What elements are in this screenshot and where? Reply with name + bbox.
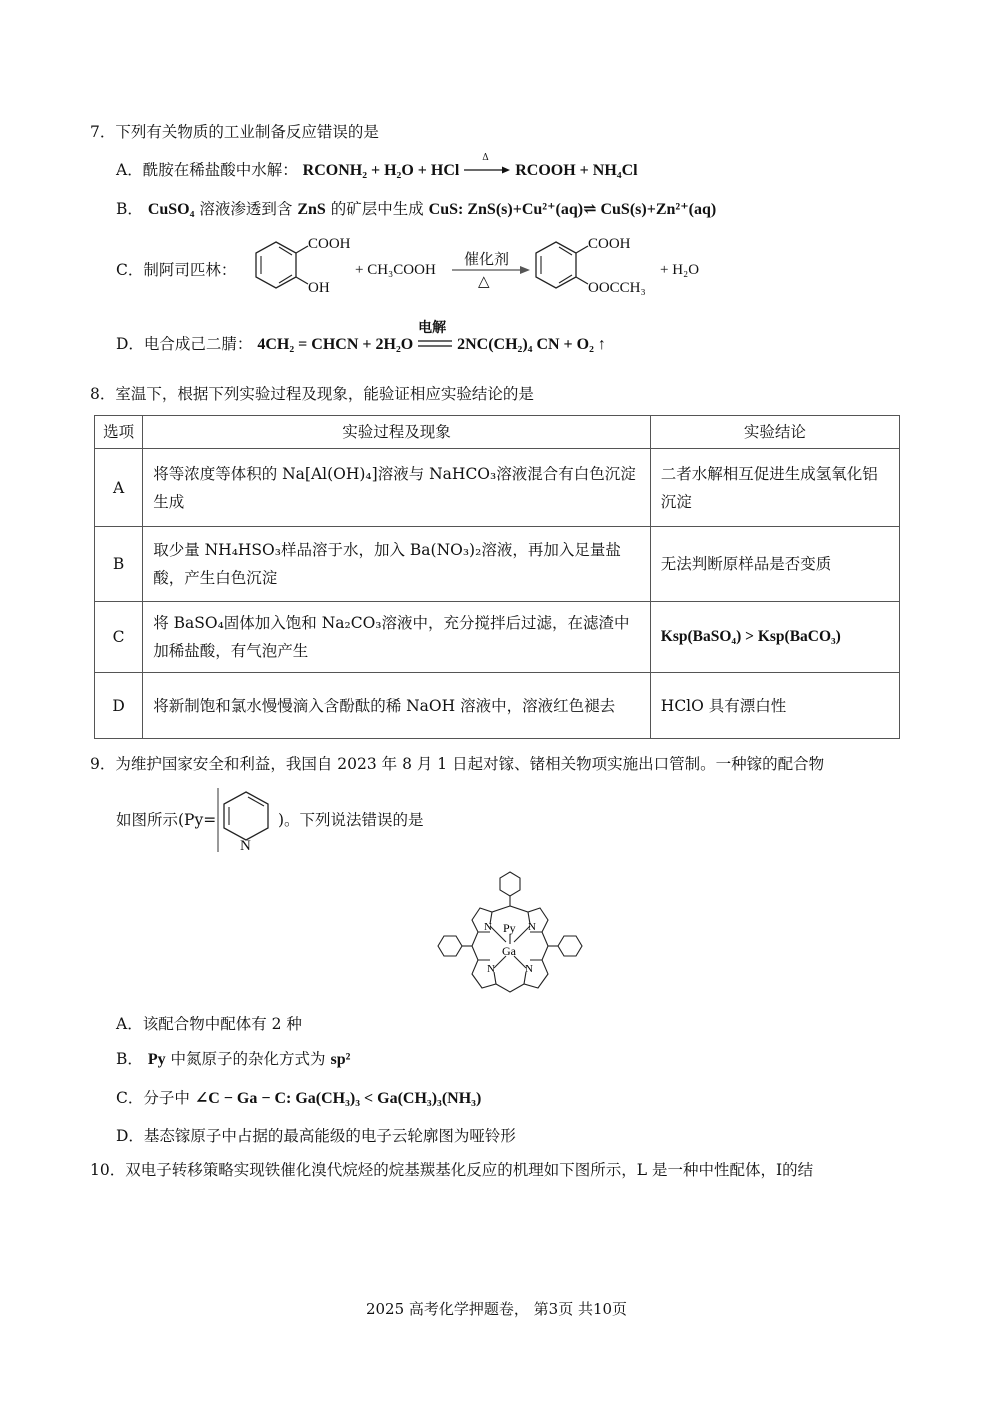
q9-stem: 9．为维护国家安全和利益，我国自 2023 年 8 月 1 日起对镓、锗相关物项实施出口管制。一种镓的配合物	[90, 755, 825, 773]
table-row	[95, 602, 900, 673]
q7-a-eq-right: RCOOH + NH₄Cl	[515, 162, 638, 179]
q9-option-b	[116, 1047, 350, 1069]
q9-line2-pre: 如图所示(Py=	[116, 811, 217, 829]
q9-option-a: A．该配合物中配体有 2 种	[116, 1015, 302, 1033]
fig-n-label: N	[525, 963, 533, 975]
table-row	[95, 527, 900, 602]
row-conclusion: Ksp(BaSO₄) > Ksp(BaCO₃)	[650, 602, 899, 673]
q7-d-eq-right: 2NC(CH₂)₄ CN + O₂ ↑	[457, 336, 606, 353]
q7-b-text4: 的矿层中生成	[330, 200, 424, 218]
row-conclusion: HClO 具有漂白性	[650, 673, 899, 739]
water-label: + H₂O	[660, 262, 700, 278]
q7-b-label: B．	[116, 200, 143, 218]
catalyst-label: 催化剂	[464, 250, 510, 268]
row-process: 将等浓度等体积的 Na[Al(OH)₄]溶液与 NaHCO₃溶液混合有白色沉淀生成	[143, 449, 651, 527]
q7-b-text1: CuSO₄	[147, 201, 195, 218]
cooh-label-2: COOH	[588, 236, 631, 252]
cooh-label-1: COOH	[308, 236, 351, 252]
row-option: C	[95, 602, 143, 673]
q7-option-a	[116, 153, 638, 180]
header-process: 实验过程及现象	[143, 416, 651, 449]
q7-d-label: D．电合成己二腈：	[116, 335, 253, 353]
oh-label: OH	[308, 280, 330, 296]
q9-c-eq: ∠C − Ga − C: Ga(CH₃)₃ < Ga(CH₃)₃(NH₃)	[194, 1090, 482, 1107]
q9-b-mid: 中氮原子的杂化方式为	[170, 1050, 326, 1068]
table-header-row	[95, 416, 900, 449]
q7-d-eq-left: 4CH₂ = CHCN + 2H₂O	[257, 336, 414, 353]
q9-c-label: C．分子中	[116, 1089, 190, 1107]
table-row	[95, 449, 900, 527]
equals-sign-icon	[418, 339, 452, 349]
q9-b-label: B．	[116, 1050, 143, 1068]
row-option: B	[95, 527, 143, 602]
heat-symbol: Δ	[482, 153, 489, 163]
q7-a-label: A．酰胺在稀盐酸中水解：	[116, 161, 298, 179]
oocch3-label: OOCCH₃	[588, 280, 646, 296]
row-option: A	[95, 449, 143, 527]
header-option: 选项	[95, 416, 143, 449]
row-process: 将 BaSO₄固体加入饱和 Na₂CO₃溶液中，充分搅拌后过滤，在滤渣中加稀盐酸，有气泡产生	[143, 602, 651, 673]
electrolysis-label: 电解	[418, 320, 447, 336]
q7-a-eq-left: RCONH₂ + H₂O + HCl	[302, 162, 460, 179]
q7-option-d	[116, 320, 606, 354]
page-footer: 2025 高考化学押题卷， 第3页 共10页	[365, 1300, 628, 1318]
fig-py-label: Py	[503, 921, 516, 935]
reaction-arrow-icon	[452, 264, 530, 276]
q7-option-b	[116, 197, 716, 219]
fig-ga-label: Ga	[502, 944, 516, 958]
pyridine-n-label: N	[240, 838, 251, 854]
q7-b-equation: CuS: ZnS(s)+Cu²⁺(aq)⇌ CuS(s)+Zn²⁺(aq)	[428, 201, 717, 218]
row-process: 将新制饱和氯水慢慢滴入含酚酞的稀 NaOH 溶液中，溶液红色褪去	[143, 673, 651, 739]
electrolysis-sign	[418, 320, 452, 349]
q7-c-label: C．制阿司匹林：	[116, 261, 237, 279]
row-conclusion: 二者水解相互促进生成氢氧化铝沉淀	[650, 449, 899, 527]
q7-a-arrow	[464, 153, 510, 175]
q9-b-py: Py	[147, 1051, 166, 1068]
fig-n-label: N	[487, 963, 495, 975]
table-row	[95, 673, 900, 739]
acetic-acid-label: + CH₃COOH	[355, 262, 436, 278]
gallium-porphyrin-complex-icon	[420, 862, 600, 1012]
reaction-arrow-icon	[464, 163, 510, 177]
q9-b-sp2: sp²	[330, 1051, 351, 1068]
row-option: D	[95, 673, 143, 739]
heat-label: △	[478, 272, 490, 290]
q7-b-text2: 溶液渗透到含	[199, 200, 293, 218]
q9-option-c	[116, 1086, 481, 1108]
q8-stem: 8．室温下，根据下列实验过程及现象，能验证相应实验结论的是	[90, 385, 534, 403]
q10-stem: 10．双电子转移策略实现铁催化溴代烷烃的烷基羰基化反应的机理如下图所示，L 是一种中性配体，Ⅰ的结	[90, 1161, 814, 1179]
q9-option-d: D．基态镓原子中占据的最高能级的电子云轮廓图为哑铃形	[116, 1127, 516, 1145]
q7-stem: 7．下列有关物质的工业制备反应错误的是	[90, 123, 379, 141]
fig-n-label: N	[484, 921, 492, 933]
row-conclusion: 无法判断原样品是否变质	[650, 527, 899, 602]
row-process: 取少量 NH₄HSO₃样品溶于水，加入 Ba(NO₃)₂溶液，再加入足量盐酸，产生白色沉淀	[143, 527, 651, 602]
header-conclusion: 实验结论	[650, 416, 899, 449]
q9-line2-post: )。下列说法错误的是	[278, 811, 424, 829]
experiment-table	[94, 415, 900, 739]
fig-n-label: N	[528, 921, 536, 933]
q7-b-text3: ZnS	[297, 201, 326, 218]
